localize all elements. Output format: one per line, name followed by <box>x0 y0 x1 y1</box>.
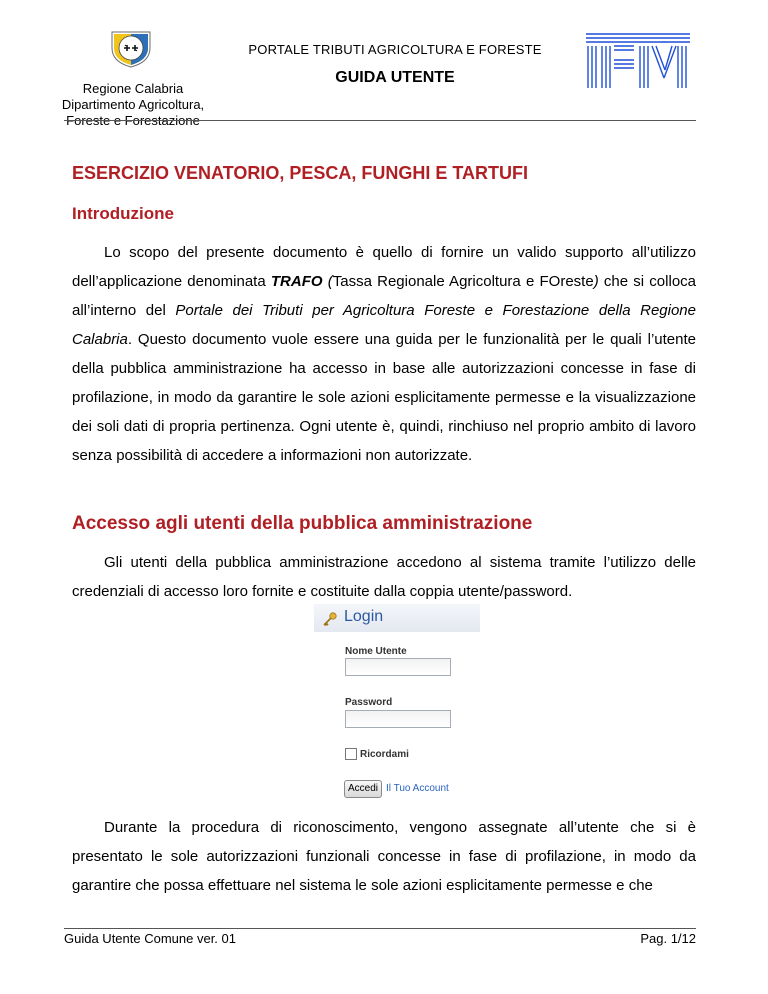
ifm-logo <box>584 30 692 90</box>
intro-text-2: ( <box>322 273 333 290</box>
username-input[interactable] <box>345 658 451 676</box>
remember-label: Ricordami <box>360 749 409 760</box>
intro-text-5: . Questo documento vuole essere una guida per le funzionalità per le quali l’utente della pubblica amministrazione ha accesso in base alle autorizzazioni concesse in fase di profilazione, in modo da garantire le sole azioni esplicitamente permesse e la visualizzazione dei soli dati di propria pertinenza. Ogni utente è, quindi, rinchiuso nel proprio ambito di lavoro senza possibilità di accedere a informazioni non autorizzate. <box>72 331 696 464</box>
password-input[interactable] <box>345 710 451 728</box>
login-screenshot <box>314 604 482 800</box>
portal-name: Portale dei Tributi per Agricoltura Foreste e Forestazione della Regione Calabria <box>72 302 696 348</box>
intro-heading: Introduzione <box>72 204 174 223</box>
region-emblem-icon <box>110 26 152 68</box>
key-icon <box>322 611 338 632</box>
ifm-logo-icon <box>584 30 692 90</box>
org-name: Regione Calabria <box>82 81 184 96</box>
doc-type-title: GUIDA UTENTE <box>335 69 455 86</box>
main-heading: ESERCIZIO VENATORIO, PESCA, FUNGHI E TARTUFI <box>72 163 529 183</box>
username-label: Nome Utente <box>345 646 407 657</box>
login-submit-button[interactable]: Accedi <box>344 780 382 798</box>
access-text: Gli utenti della pubblica amministrazione accedono al sistema tramite l’utilizzo delle credenziali di accesso loro fornite e costituite dalla coppia utente/password. <box>72 554 696 600</box>
intro-text-1: Lo scopo del presente documento è quello di fornire un valido supporto all’utilizzo dell’applicazione denominata <box>72 244 696 290</box>
header-rule <box>64 120 696 121</box>
org-department: Dipartimento Agricoltura, <box>61 97 205 112</box>
access-paragraph <box>72 548 696 606</box>
region-emblem <box>110 26 152 68</box>
access-heading: Accesso agli utenti della pubblica amministrazione <box>72 513 533 534</box>
password-label: Password <box>345 697 393 708</box>
footer-doc-version: Guida Utente Comune ver. 01 <box>64 931 236 946</box>
intro-paragraph <box>72 238 696 470</box>
remember-checkbox[interactable] <box>345 748 357 760</box>
footer-rule <box>64 928 696 929</box>
org-department-cont: Foreste e Forestazione <box>66 113 200 128</box>
access-text-2: Durante la procedura di riconoscimento, vengono assegnate all’utente che si è presentato le sole autorizzazioni funzionali concesse in fase di profilazione, in modo da garantire che possa effettuare nel sistema le sole azioni esplicitamente permesse e che <box>72 819 696 894</box>
portal-title: PORTALE TRIBUTI AGRICOLTURA E FORESTE <box>248 42 542 57</box>
footer-page-number: Pag. 1/12 <box>640 931 696 946</box>
intro-text-3: ) <box>593 273 599 290</box>
trafo-name: TRAFO <box>270 273 323 290</box>
login-title: Login <box>344 608 384 625</box>
trafo-expansion: Tassa Regionale Agricoltura e FOreste <box>332 273 594 290</box>
access-paragraph-2 <box>72 813 696 900</box>
account-link[interactable]: Il Tuo Account <box>386 783 449 794</box>
login-header-bar <box>314 604 480 632</box>
intro-text-4: che si colloca all’interno del <box>72 273 696 319</box>
